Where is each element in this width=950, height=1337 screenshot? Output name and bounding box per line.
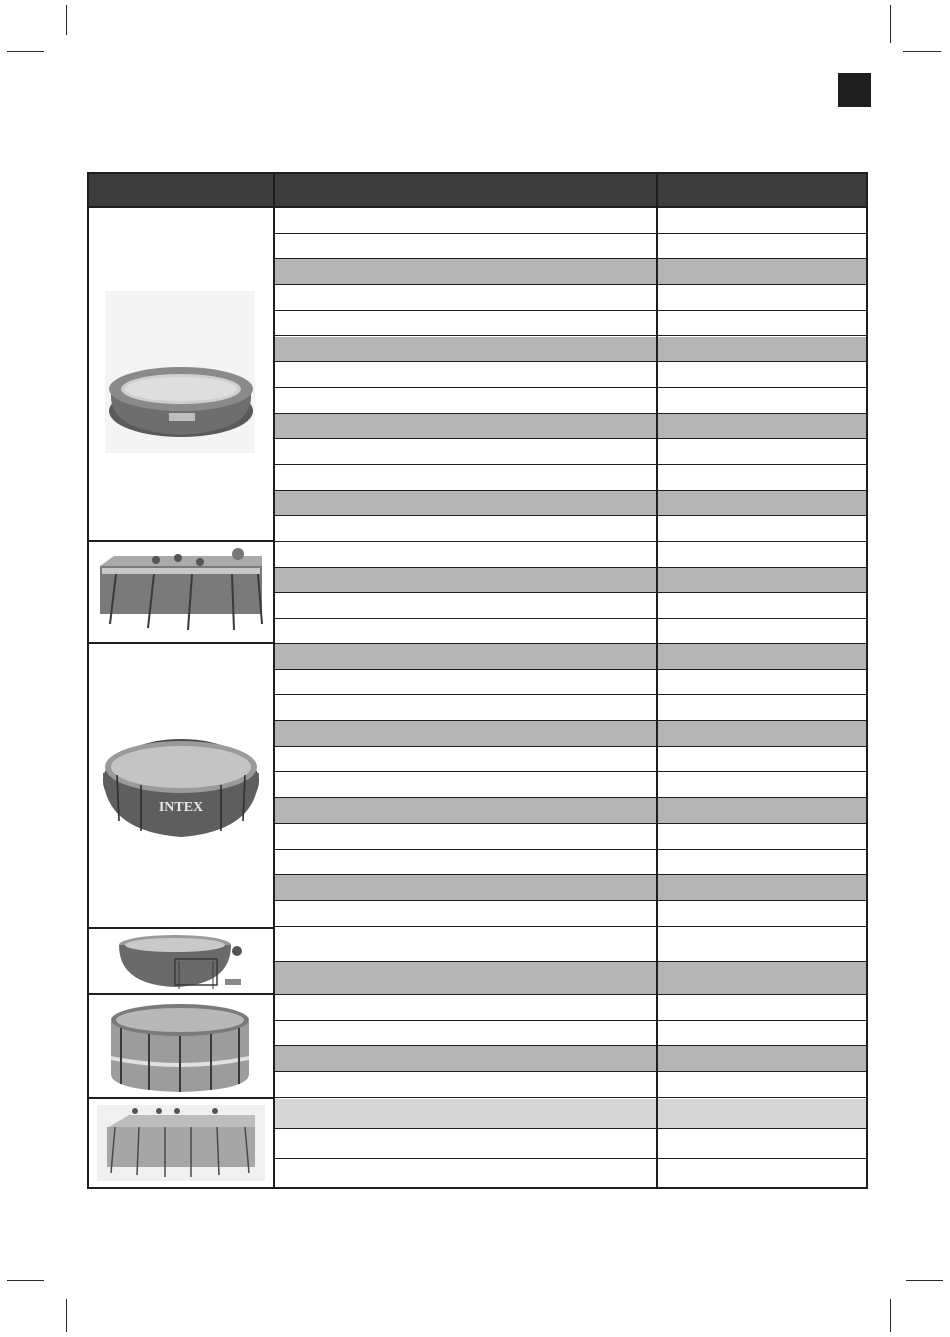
table-row [275, 901, 866, 927]
description-cell [275, 1159, 656, 1188]
table-row [275, 995, 866, 1021]
description-cell [275, 644, 656, 669]
description-cell [275, 337, 656, 362]
description-cell [275, 234, 656, 259]
header-model [89, 174, 273, 206]
description-cell [275, 362, 656, 387]
description-cell [275, 695, 656, 720]
description-cell [275, 824, 656, 849]
description-cell [275, 901, 656, 926]
table-row [275, 1099, 866, 1129]
description-cell [275, 259, 656, 284]
description-cell [275, 388, 656, 413]
value-cell [658, 773, 866, 798]
table-row [275, 568, 866, 594]
table-row [275, 311, 866, 337]
table-row [275, 824, 866, 850]
crop-mark [7, 51, 44, 52]
value-cell [658, 901, 866, 926]
description-cell [275, 311, 656, 336]
value-cell [658, 1099, 866, 1128]
pool-image-cell [89, 644, 273, 929]
column-divider [656, 174, 658, 1187]
pool-image-cell [89, 1099, 273, 1189]
value-cell [658, 962, 866, 994]
description-cell [275, 721, 656, 746]
value-cell [658, 439, 866, 464]
description-cell [275, 850, 656, 875]
crop-mark [66, 1299, 67, 1332]
description-cell [275, 773, 656, 798]
value-cell [658, 516, 866, 541]
table-row [275, 208, 866, 234]
pool-image-cell [89, 995, 273, 1099]
description-cell [275, 875, 656, 900]
table-row [275, 1129, 866, 1159]
rectangular-frame-pool-icon [92, 544, 270, 640]
table-row [275, 234, 866, 260]
value-cell [658, 644, 866, 669]
value-cell [658, 721, 866, 746]
description-cell [275, 414, 656, 439]
value-cell [658, 695, 866, 720]
table-row [275, 644, 866, 670]
table-row [275, 962, 866, 995]
description-cell [275, 593, 656, 618]
value-cell [658, 798, 866, 823]
value-cell [658, 208, 866, 233]
description-cell [275, 568, 656, 593]
description-cell [275, 208, 656, 233]
value-cell [658, 593, 866, 618]
round-metal-frame-pool-icon [97, 721, 267, 851]
crop-mark [890, 1299, 891, 1332]
table-row [275, 929, 866, 962]
crop-mark [903, 51, 941, 52]
description-cell [275, 1129, 656, 1158]
value-cell [658, 465, 866, 490]
value-cell [658, 1072, 866, 1097]
value-cell [658, 670, 866, 695]
description-cell [275, 542, 656, 567]
value-cell [658, 362, 866, 387]
pool-image-cell [89, 929, 273, 995]
table-row [275, 516, 866, 542]
value-cell [658, 337, 866, 362]
table-row [275, 285, 866, 311]
description-cell [275, 465, 656, 490]
header-value [658, 174, 866, 206]
table-row [275, 1072, 866, 1098]
description-cell [275, 516, 656, 541]
table-row [275, 337, 866, 363]
value-cell [658, 824, 866, 849]
description-cell [275, 1046, 656, 1071]
table-header [89, 174, 866, 208]
value-cell [658, 259, 866, 284]
pool-spec-table [87, 172, 868, 1189]
pool-image-cell [89, 542, 273, 644]
crop-mark [906, 1280, 943, 1281]
value-cell [658, 929, 866, 961]
oval-frame-pool-icon [113, 931, 253, 991]
value-cell [658, 568, 866, 593]
svg-text:INTEX: INTEX [158, 799, 204, 815]
description-cell [275, 285, 656, 310]
table-row [275, 850, 866, 876]
table-row [275, 388, 866, 414]
value-cell [658, 285, 866, 310]
description-cell [275, 670, 656, 695]
table-row [275, 875, 866, 901]
description-cell [275, 619, 656, 644]
section-tab-marker [838, 73, 871, 107]
description-cell [275, 929, 656, 961]
header-description [275, 174, 656, 206]
table-row [275, 465, 866, 491]
round-ultra-frame-pool-icon [105, 998, 255, 1094]
value-cell [658, 1021, 866, 1046]
crop-mark [890, 5, 891, 43]
value-cell [658, 875, 866, 900]
description-cell [275, 995, 656, 1020]
table-row [275, 721, 866, 747]
table-row [275, 1159, 866, 1189]
table-row [275, 414, 866, 440]
column-divider [273, 174, 275, 1187]
description-cell [275, 1072, 656, 1097]
description-cell [275, 962, 656, 994]
value-cell [658, 747, 866, 772]
table-row [275, 1046, 866, 1072]
table-row [275, 1021, 866, 1047]
pool-image-cell [89, 208, 273, 542]
description-cell [275, 747, 656, 772]
table-row [275, 491, 866, 517]
table-row [275, 798, 866, 824]
description-cell [275, 1099, 656, 1128]
table-row [275, 695, 866, 721]
description-cell [275, 439, 656, 464]
value-cell [658, 1159, 866, 1188]
table-row [275, 747, 866, 773]
value-cell [658, 388, 866, 413]
round-inflatable-pool-icon [97, 289, 267, 459]
table-row [275, 259, 866, 285]
value-cell [658, 850, 866, 875]
rectangular-ultra-frame-pool-icon [95, 1101, 267, 1185]
table-row [275, 773, 866, 799]
value-cell [658, 995, 866, 1020]
table-row [275, 362, 866, 388]
value-cell [658, 1129, 866, 1158]
crop-mark [66, 5, 67, 35]
value-cell [658, 619, 866, 644]
value-cell [658, 311, 866, 336]
description-cell [275, 798, 656, 823]
value-cell [658, 1046, 866, 1071]
description-cell [275, 491, 656, 516]
crop-mark [7, 1280, 44, 1281]
value-cell [658, 414, 866, 439]
table-row [275, 593, 866, 619]
table-row [275, 542, 866, 568]
description-cell [275, 1021, 656, 1046]
table-row [275, 619, 866, 645]
value-cell [658, 491, 866, 516]
value-cell [658, 542, 866, 567]
table-row [275, 439, 866, 465]
value-cell [658, 234, 866, 259]
table-row [275, 670, 866, 696]
